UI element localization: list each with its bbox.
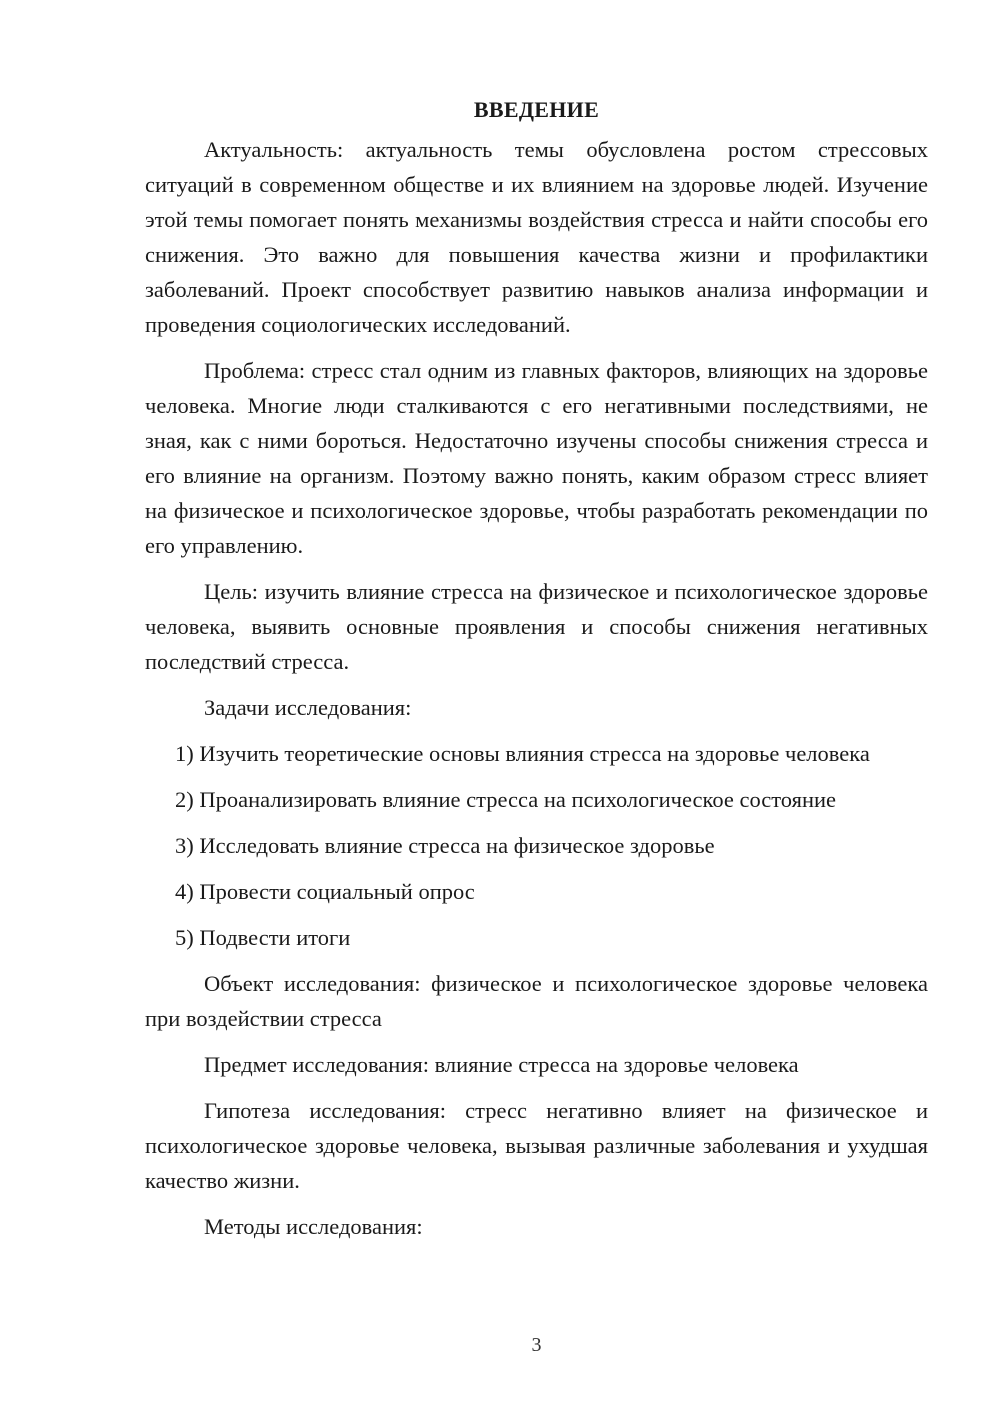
paragraph-object: Объект исследования: физическое и психологическое здоровье человека при воздействии стресса [145,971,928,1031]
paragraph-problem: Проблема: стресс стал одним из главных факторов, влияющих на здоровье человека. Многие люди сталкиваются с его негативными последствиями, не зная, как с ними бороться. Недостаточно изучены способы снижения стресса и его влияние на организм. Поэтому важно понять, каким образом стресс влияет на физическое и психологическое здоровье, чтобы разработать рекомендации по его управлению. [145,358,928,558]
document-page [145,92,928,1255]
list-item: 2) Проанализировать влияние стресса на психологическое состояние [175,787,837,812]
list-item: 1) Изучить теоретические основы влияния стресса на здоровье человека [175,741,870,766]
paragraph-goal: Цель: изучить влияние стресса на физическое и психологическое здоровье человека, выявить основные проявления и способы снижения негативных последствий стресса. [145,579,928,674]
page-title: ВВЕДЕНИЕ [473,97,600,122]
list-item: 4) Провести социальный опрос [175,879,475,904]
list-item: 5) Подвести итоги [175,925,351,950]
paragraph-hypothesis: Гипотеза исследования: стресс негативно влияет на физическое и психологическое здоровье человека, вызывая различные заболевания и ухудшая качество жизни. [145,1098,928,1193]
page-number: 3 [531,1334,542,1356]
list-item: 3) Исследовать влияние стресса на физическое здоровье [175,833,715,858]
methods-heading: Методы исследования: [204,1214,423,1239]
tasks-heading: Задачи исследования: [204,695,412,720]
tasks-list [145,736,928,955]
paragraph-subject: Предмет исследования: влияние стресса на здоровье человека [204,1052,799,1077]
paragraph-relevance: Актуальность: актуальность темы обусловлена ростом стрессовых ситуаций в современном обществе и их влиянием на здоровье людей. Изучение этой темы помогает понять механизмы воздействия стресса и найти способы его снижения. Это важно для повышения качества жизни и профилактики заболеваний. Проект способствует развитию навыков анализа информации и проведения социологических исследований. [145,137,928,337]
